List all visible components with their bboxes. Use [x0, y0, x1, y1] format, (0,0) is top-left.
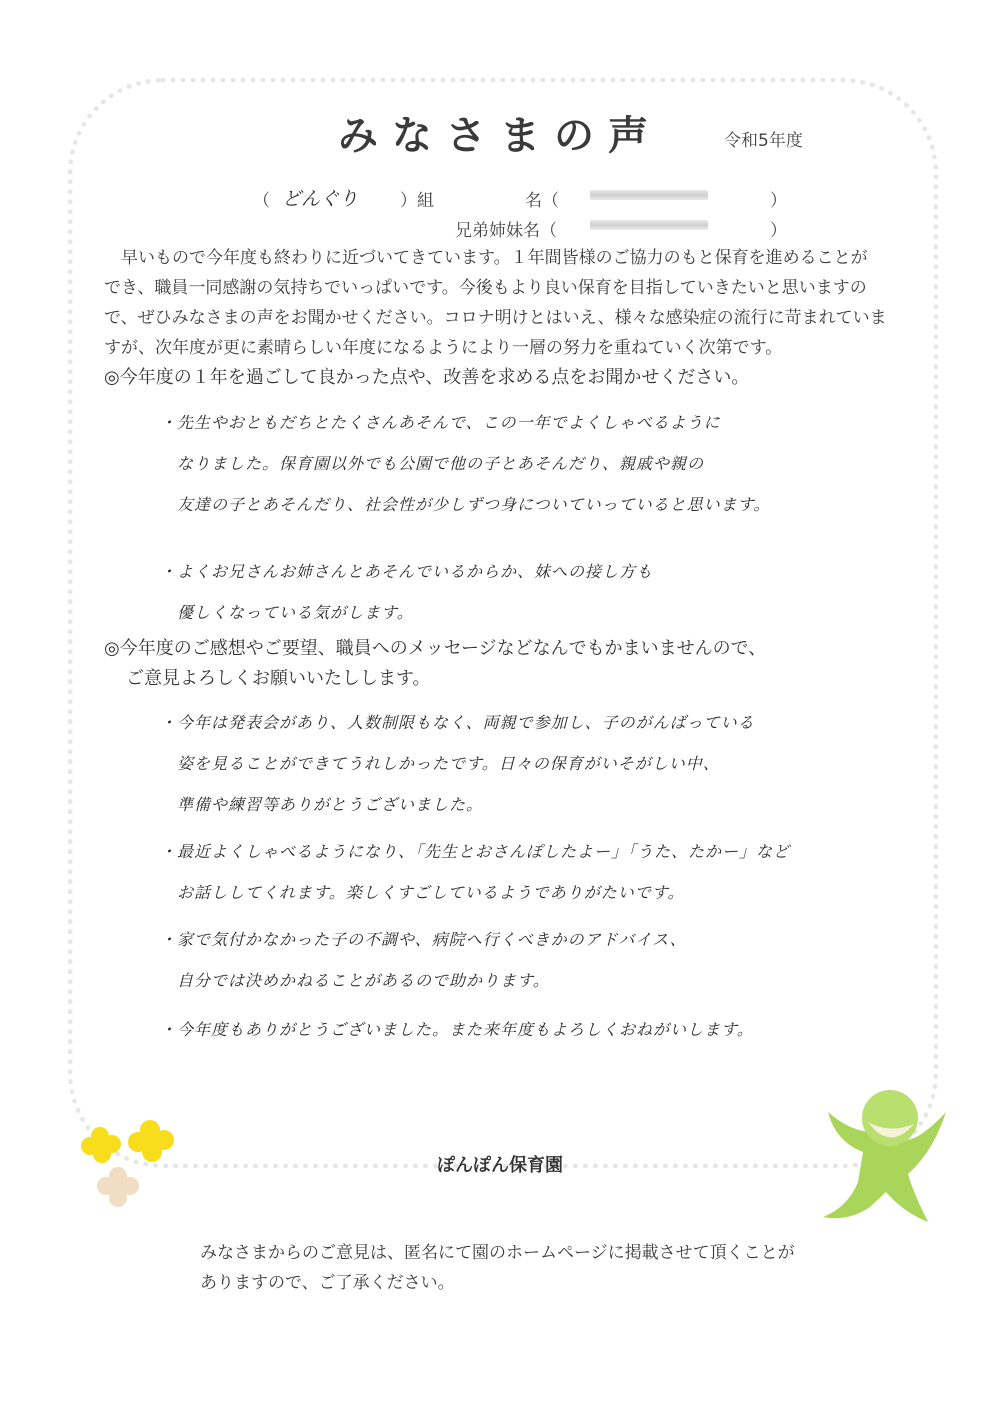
footer-note	[200, 1238, 795, 1298]
answer-line: 友達の子とあそんだり、社会性が少しずつ身についていっていると思います。	[160, 495, 771, 514]
intro-text	[104, 243, 919, 363]
intro-line: 早いもので今年度も終わりに近づいてきています。１年間皆様のご協力のもと保育を進めることが	[121, 248, 868, 268]
sibling-paren-close: ）	[770, 221, 787, 241]
question-2-line-1: ◎今年度のご感想やご要望、職員へのメッセージなどなんでもかまいませんので、	[104, 638, 767, 659]
answer-2	[160, 702, 790, 1050]
answer-line: ・よくお兄さんお姉さんとあそんでいるからか、妹への接し方も	[160, 562, 654, 581]
sibling-name-redacted	[590, 220, 708, 230]
answer-1	[160, 402, 770, 633]
answer-line: 準備や練習等ありがとうございました。	[160, 795, 484, 814]
class-name-value: どんぐり	[282, 188, 359, 210]
class-paren-open: （	[253, 191, 270, 211]
intro-line: すが、次年度が更に素晴らしい年度になるようにより一層の努力を重ねていく次第です。	[104, 338, 783, 358]
name-paren-close: ）	[770, 191, 787, 211]
answer-line: 姿を見ることができてうれしかったです。日々の保育がいそがしい中、	[160, 754, 720, 773]
answer-line: ・先生やおともだちとたくさんあそんで、この一年でよくしゃべるように	[160, 413, 721, 432]
question-2-line-2: ご意見よろしくお願いいたしします。	[126, 668, 431, 689]
page-title: みなさまの声	[338, 113, 662, 159]
footer-line: ありますので、ご了承ください。	[200, 1273, 455, 1293]
answer-line: ・今年度もありがとうございました。また来年度もよろしくおねがいします。	[160, 1020, 754, 1039]
class-suffix: ）組	[400, 191, 434, 211]
answer-line: お話ししてくれます。楽しくすごしているようでありがたいです。	[160, 883, 685, 902]
question-1: ◎今年度の１年を過ごして良かった点や、改善を求める点をお聞かせください。	[104, 367, 750, 388]
answer-line: ・今年は発表会があり、人数制限もなく、両親で参加し、子のがんばっている	[160, 713, 755, 732]
answer-line: ・家で気付かなかった子の不調や、病院へ行くべきかのアドバイス、	[160, 930, 687, 949]
intro-line: でき、職員一同感謝の気持ちでいっぱいです。今後もより良い保育を目指していきたいと思いますの	[104, 278, 867, 298]
answer-gap	[160, 525, 770, 551]
fiscal-year: 令和5年度	[724, 131, 803, 151]
name-label: 名（	[525, 191, 559, 211]
answer-line: 自分では決めかねることがあるので助かります。	[160, 971, 550, 990]
school-name: ぽんぽん保育園	[437, 1155, 563, 1176]
intro-line: で、ぜひみなさまの声をお聞かせください。コロナ明けとはいえ、様々な感染症の流行に苛まれていま	[104, 308, 887, 328]
name-redacted	[590, 190, 708, 200]
answer-line: ・最近よくしゃべるようになり、「先生とおさんぽしたよー」「うた、たかー」など	[160, 842, 791, 861]
footer-line: みなさまからのご意見は、匿名にて園のホームページに掲載させて頂くことが	[200, 1243, 795, 1263]
sibling-label: 兄弟姉妹名（	[455, 221, 557, 241]
answer-line: 優しくなっている気がします。	[160, 603, 414, 622]
answer-line: なりました。保育園以外でも公園で他の子とあそんだり、親戚や親の	[160, 454, 705, 473]
